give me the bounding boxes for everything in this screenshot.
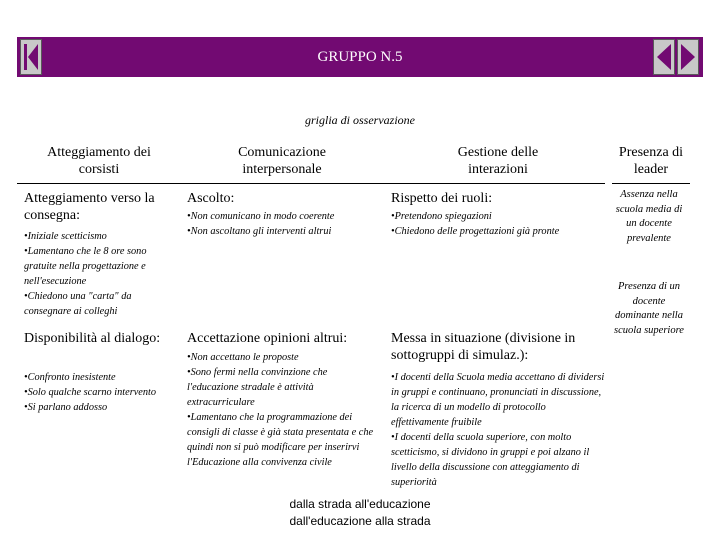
row2-attitude-topic: Disponibilità al dialogo: bbox=[24, 331, 161, 346]
next-icon bbox=[678, 40, 698, 74]
list-item: •Non ascoltano gli interventi altrui bbox=[187, 226, 332, 237]
column-header-interactions: Gestione delle interazioni bbox=[457, 145, 539, 177]
slide-title: GRUPPO N.5 bbox=[317, 49, 403, 65]
list-item: •Solo qualche scarno intervento bbox=[24, 387, 157, 398]
list-item: •Iniziale scetticismo bbox=[24, 231, 107, 242]
row2-interactions-topic: Messa in situazione (divisione in sottogruppi di simulaz.): bbox=[391, 331, 576, 363]
leader-note-high-school: Presenza di un docente dominante nella scuola superiore bbox=[614, 281, 684, 336]
list-item: •I docenti della Scuola media accettano di dividersi in gruppi e continuano, pronunciati in discussione, la ricerca di un modello di protocollo effettivamente fruibile bbox=[391, 372, 605, 428]
column-header-attitude: Atteggiamento dei corsisti bbox=[47, 145, 151, 177]
next-button[interactable] bbox=[677, 39, 699, 75]
leader-note-middle-school: Assenza nella scuola media di un docente prevalente bbox=[615, 189, 683, 244]
list-item: •Lamentano che le 8 ore sono gratuite nella progettazione e nell'esecuzione bbox=[24, 246, 147, 287]
row2-communication-topic: Accettazione opinioni altrui: bbox=[187, 331, 348, 346]
list-item: •Si parlano addosso bbox=[24, 402, 108, 413]
row2-interactions-bullets bbox=[391, 370, 605, 490]
column-header-leader: Presenza di leader bbox=[618, 145, 684, 177]
row1-communication-topic: Ascolto: bbox=[187, 191, 235, 206]
footer-line-1: dalla strada all'educazione bbox=[289, 497, 431, 511]
list-item: •Chiedono delle progettazioni già pronte bbox=[391, 226, 560, 237]
row1-attitude-topic: Atteggiamento verso la consegna: bbox=[24, 191, 155, 223]
row1-interactions-bullets bbox=[391, 209, 605, 239]
list-item: •Pretendono spiegazioni bbox=[391, 211, 492, 222]
back-button[interactable] bbox=[653, 39, 675, 75]
column-header-communication: Comunicazione interpersonale bbox=[238, 145, 326, 177]
header-divider-leader bbox=[612, 183, 690, 184]
row1-attitude-bullets bbox=[24, 229, 176, 319]
list-item: •Sono fermi nella convinzione che l'educazione stradale è attività extracurriculare bbox=[187, 367, 328, 408]
list-item: •I docenti della scuola superiore, con molto scetticismo, si dividono in gruppi e poi alzano il livello della discussione con atteggiamento di superiorità bbox=[391, 432, 590, 488]
list-item: •Lamentano che la programmazione dei consigli di classe è già stata presentata e che quindi non si può modificare per inserirvi l'Educazione alla convivenza civile bbox=[187, 412, 374, 468]
grid-subtitle: griglia di osservazione bbox=[305, 113, 415, 127]
list-item: •Non comunicano in modo coerente bbox=[187, 211, 335, 222]
row2-communication-bullets bbox=[187, 350, 379, 470]
row1-communication-bullets bbox=[187, 209, 382, 239]
header-divider bbox=[17, 183, 605, 184]
row1-interactions-topic: Rispetto dei ruoli: bbox=[391, 191, 493, 206]
row2-attitude-bullets bbox=[24, 370, 174, 415]
slide-header bbox=[17, 37, 703, 77]
list-item: •Chiedono una "carta" da consegnare ai colleghi bbox=[24, 291, 132, 317]
list-item: •Non accettano le proposte bbox=[187, 352, 299, 363]
list-item: •Confronto inesistente bbox=[24, 372, 116, 383]
back-icon bbox=[654, 40, 674, 74]
footer-line-2: dall'educazione alla strada bbox=[289, 514, 431, 528]
